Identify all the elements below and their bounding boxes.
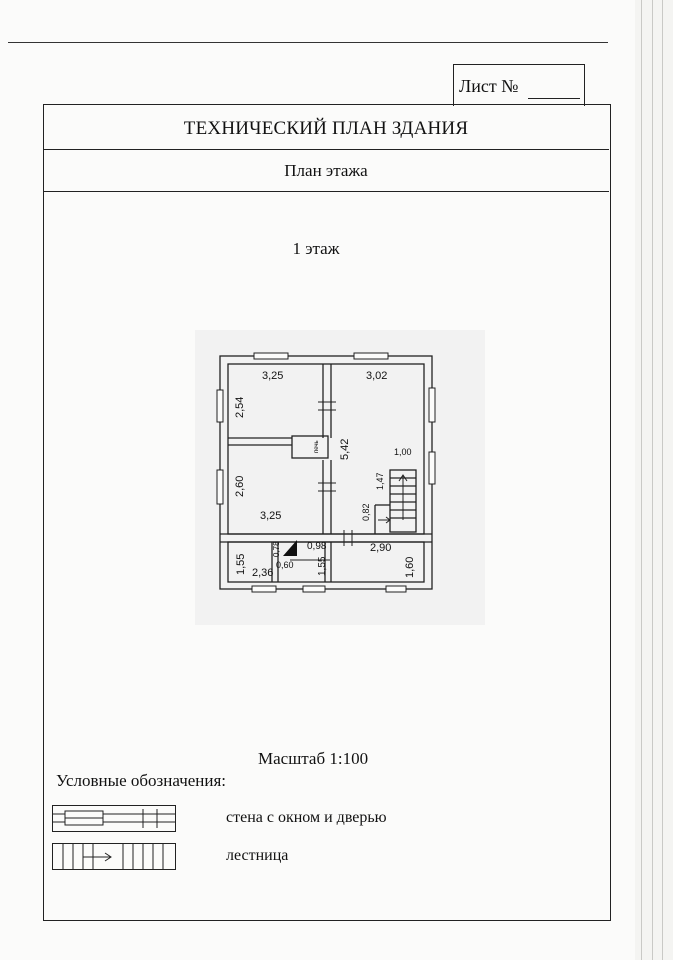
- top-rule: [8, 42, 608, 43]
- dim-top-left-width: 3,25: [262, 370, 284, 382]
- window: [254, 353, 288, 359]
- stove-label: печь: [314, 440, 320, 453]
- window: [386, 586, 406, 592]
- window: [354, 353, 388, 359]
- dim-bottom-left-width: 3,25: [260, 510, 282, 522]
- sheet-number-line: [528, 98, 580, 99]
- dim-stair-length: 1,47: [375, 472, 385, 490]
- page-edge: [652, 0, 653, 960]
- window: [217, 390, 223, 422]
- window: [429, 452, 435, 484]
- dim-hall-height: 1,55: [317, 556, 328, 576]
- dim-closet-height: 0,78: [272, 541, 281, 557]
- dim-closet-width: 0,60: [276, 560, 294, 570]
- scale-label: Масштаб 1:100: [258, 749, 369, 768]
- dim-bottom-left-height: 2,60: [234, 475, 246, 497]
- floor-label: 1 этаж: [292, 239, 340, 258]
- staircase-icon: [52, 843, 176, 870]
- legend-item-wall-label: стена с окном и дверью: [226, 809, 387, 826]
- sheet-number-label: Лист №: [459, 76, 519, 96]
- document-subtitle: План этажа: [284, 161, 368, 180]
- page-edge: [641, 0, 642, 960]
- outer-wall-outer: [220, 356, 432, 589]
- subheader-divider: [43, 191, 609, 192]
- page-edge: [662, 0, 663, 960]
- window: [217, 470, 223, 504]
- dim-right-porch-height: 1,60: [404, 556, 416, 578]
- wall-with-window-door-icon: [52, 805, 176, 832]
- dim-stair-width: 1,00: [394, 447, 412, 457]
- legend-item-stair-label: лестница: [226, 847, 289, 864]
- floor-plan-drawing: [195, 340, 445, 600]
- window: [252, 586, 276, 592]
- dim-porch-height: 1,55: [235, 553, 247, 575]
- dim-porch-width: 2,36: [252, 567, 274, 579]
- dim-top-right-width: 3,02: [366, 370, 388, 382]
- dim-hall-width: 0,98: [307, 541, 327, 552]
- header-divider: [43, 149, 609, 150]
- dim-right-porch-width: 2,90: [370, 542, 392, 554]
- dim-right-room-length: 5,42: [339, 438, 351, 460]
- door: [303, 586, 325, 592]
- legend-title: Условные обозначения:: [56, 771, 227, 790]
- window: [429, 388, 435, 422]
- stove: [292, 436, 328, 458]
- dim-top-left-height: 2,54: [234, 396, 246, 418]
- dim-stair-landing: 0,82: [361, 503, 371, 521]
- document-title: ТЕХНИЧЕСКИЙ ПЛАН ЗДАНИЯ: [183, 118, 469, 139]
